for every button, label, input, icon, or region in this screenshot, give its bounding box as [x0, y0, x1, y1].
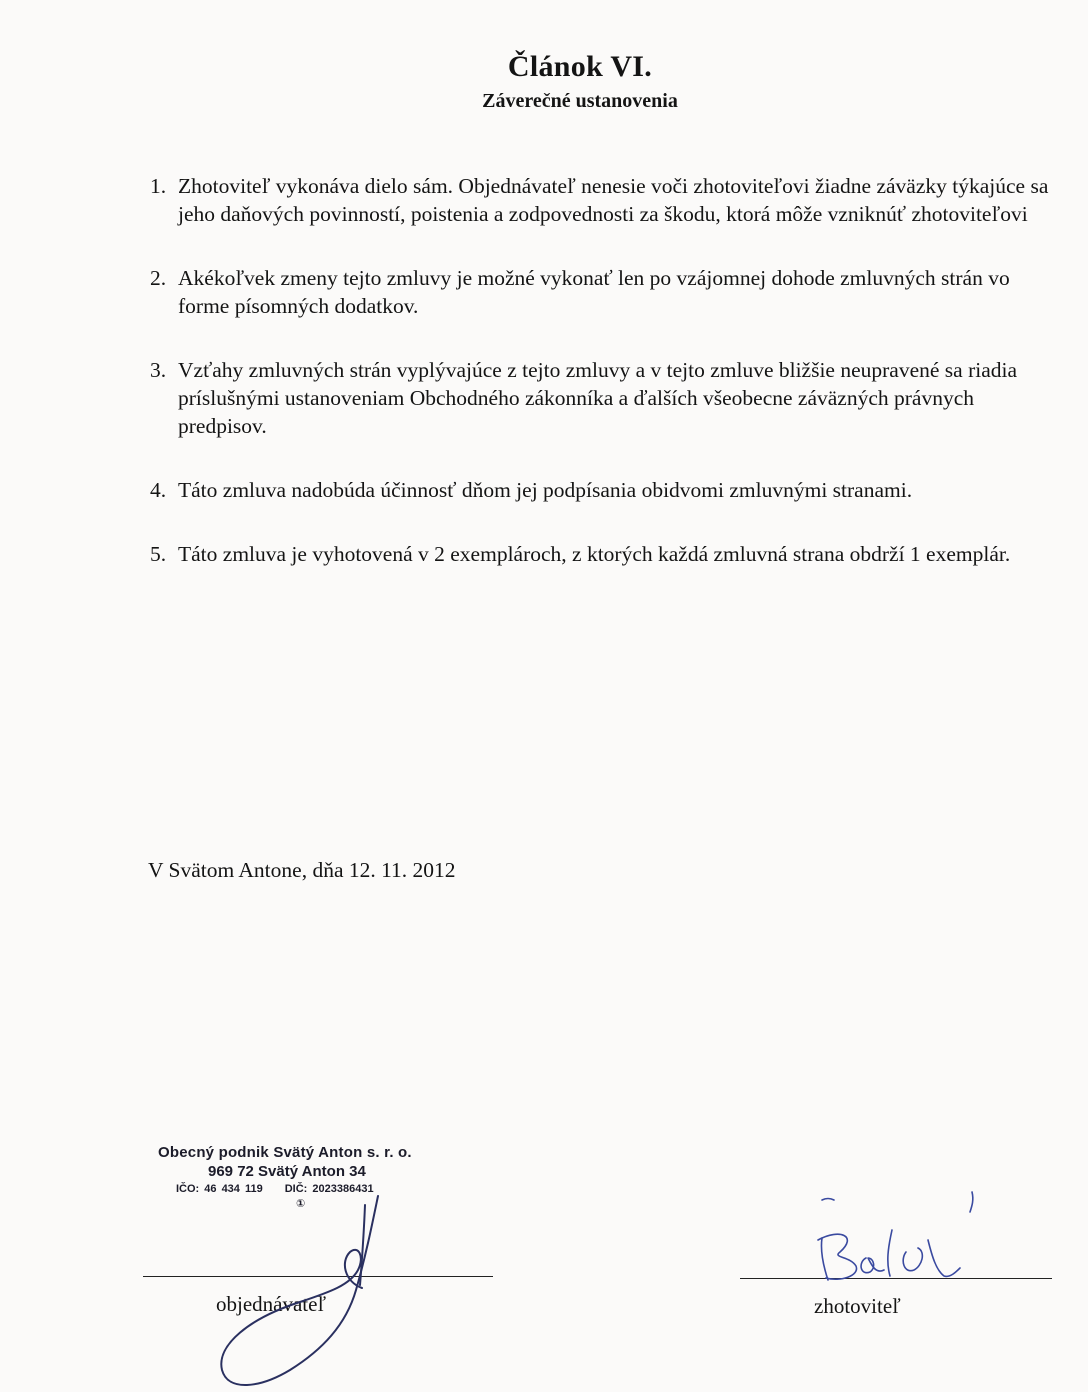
article-subtitle: Záverečné ustanovenia	[482, 90, 678, 112]
contractor-signature-icon	[818, 1192, 973, 1280]
contractor-signature-label: zhotoviteľ	[814, 1294, 901, 1318]
stamp-company-name: Obecný podnik Svätý Anton s. r. o.	[158, 1144, 412, 1161]
place-and-date: V Svätom Antone, dňa 12. 11. 2012	[148, 858, 456, 882]
clause-item	[150, 356, 1065, 440]
clause-text: Akékoľvek zmeny tejto zmluvy je možné vykonať len po vzájomnej dohode zmluvných strán vo forme písomných dodatkov.	[178, 266, 1010, 318]
clause-text: Táto zmluva nadobúda účinnosť dňom jej podpísania obidvomi zmluvnými stranami.	[178, 478, 913, 502]
clause-text: Táto zmluva je vyhotovená v 2 exemplároch, z ktorých každá zmluvná strana obdrží 1 exemplár.	[178, 542, 1011, 566]
stamp-mark-icon: ①	[296, 1198, 306, 1210]
stamp-dic: DIČ: 2023386431	[284, 1183, 374, 1195]
clause-item	[150, 264, 1065, 320]
article-title: Článok VI.	[507, 50, 653, 83]
clause-number: 5.	[150, 542, 167, 566]
clause-number: 2.	[150, 266, 167, 290]
stamp-ico: IČO: 46 434 119	[176, 1183, 263, 1195]
clause-item	[150, 476, 1065, 504]
clause-number: 1.	[150, 174, 167, 198]
clause-list	[150, 172, 1065, 604]
clause-item	[150, 540, 1065, 568]
client-signature-label: objednávateľ	[216, 1292, 326, 1316]
client-signature-line	[143, 1276, 493, 1277]
clause-number: 4.	[150, 478, 167, 502]
contractor-signature-line	[740, 1278, 1052, 1279]
clause-text: Vzťahy zmluvných strán vyplývajúce z tejto zmluvy a v tejto zmluve bližšie neupravené sa riadia príslušnými ustanoveniam Obchodného zákonníka a ďalších všeobecne záväzných právnych predpisov.	[178, 358, 1018, 438]
clause-item	[150, 172, 1065, 228]
stamp-address: 969 72 Svätý Anton 34	[208, 1163, 366, 1180]
clause-text: Zhotoviteľ vykonáva dielo sám. Objednávateľ nenesie voči zhotoviteľovi žiadne záväzky týkajúce sa jeho daňových povinností, poistenia a zodpovednosti za škodu, ktorá môže vzniknúť zhotoviteľovi	[178, 174, 1049, 226]
client-signature-icon	[221, 1196, 378, 1385]
company-stamp	[158, 1144, 458, 1210]
clause-number: 3.	[150, 358, 167, 382]
stamp-ids	[176, 1183, 458, 1195]
